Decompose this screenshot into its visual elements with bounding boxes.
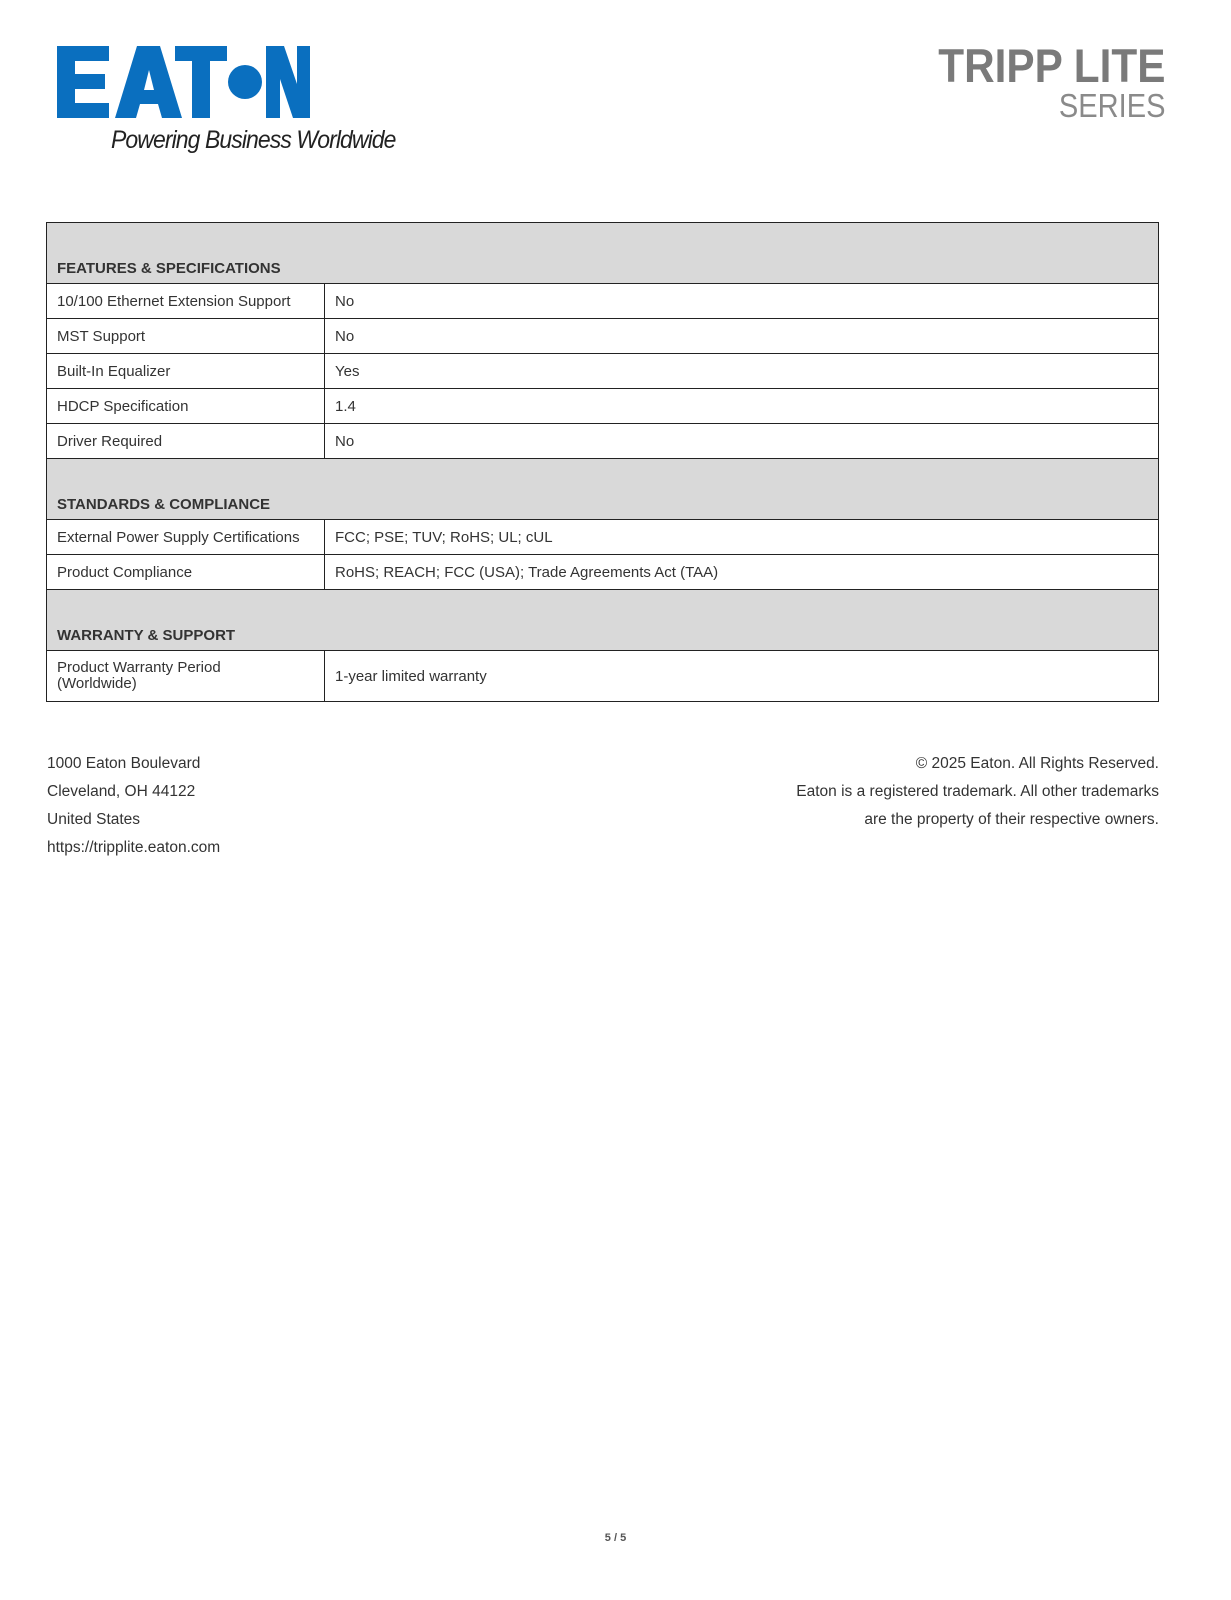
row-value: RoHS; REACH; FCC (USA); Trade Agreements Act (TAA) (325, 555, 1159, 590)
row-value: No (325, 284, 1159, 319)
eaton-wordmark-logo (57, 46, 310, 118)
table-row (47, 555, 1159, 590)
eaton-logo (57, 46, 417, 166)
eaton-tagline: Powering Business Worldwide (111, 126, 396, 154)
row-label: Driver Required (47, 424, 325, 459)
row-label: Built-In Equalizer (47, 354, 325, 389)
section-header-warranty (47, 590, 1159, 651)
row-value: 1.4 (325, 389, 1159, 424)
row-label: MST Support (47, 319, 325, 354)
tripp-series-wordmark: SERIES (1058, 87, 1165, 124)
row-label-line: (Worldwide) (57, 675, 137, 692)
section-title: STANDARDS & COMPLIANCE (47, 459, 1159, 520)
row-label: HDCP Specification (47, 389, 325, 424)
address-city: Cleveland, OH 44122 (47, 783, 196, 800)
address-country: United States (47, 811, 141, 828)
section-title: WARRANTY & SUPPORT (47, 590, 1159, 651)
table-row (47, 389, 1159, 424)
row-value: 1-year limited warranty (325, 651, 1159, 702)
row-label-line: Product Warranty Period (57, 659, 221, 676)
page-number: 5 / 5 (604, 1532, 627, 1544)
row-label (47, 651, 325, 702)
section-title: FEATURES & SPECIFICATIONS (47, 223, 1159, 284)
row-value: FCC; PSE; TUV; RoHS; UL; cUL (325, 520, 1159, 555)
row-value: Yes (325, 354, 1159, 389)
table-row (47, 424, 1159, 459)
row-value: No (325, 319, 1159, 354)
row-label: Product Compliance (47, 555, 325, 590)
table-row (47, 319, 1159, 354)
section-header-features (47, 223, 1159, 284)
website-link[interactable]: https://tripplite.eaton.com (47, 839, 221, 856)
copyright-notice (796, 750, 1159, 834)
row-value: No (325, 424, 1159, 459)
tripp-lite-series-logo (913, 39, 1165, 124)
table-row (47, 284, 1159, 319)
company-address (47, 750, 220, 862)
trademark-line: Eaton is a registered trademark. All other trademarks (796, 783, 1159, 800)
tripp-lite-wordmark: TRIPP LITE (937, 39, 1165, 92)
table-row (47, 520, 1159, 555)
row-label: 10/100 Ethernet Extension Support (47, 284, 325, 319)
section-header-standards (47, 459, 1159, 520)
copyright-line: © 2025 Eaton. All Rights Reserved. (915, 755, 1159, 772)
table-row (47, 651, 1159, 702)
row-label: External Power Supply Certifications (47, 520, 325, 555)
trademark-line: are the property of their respective owners. (864, 811, 1159, 828)
address-street: 1000 Eaton Boulevard (47, 755, 201, 772)
spec-table (46, 222, 1159, 702)
table-row (47, 354, 1159, 389)
